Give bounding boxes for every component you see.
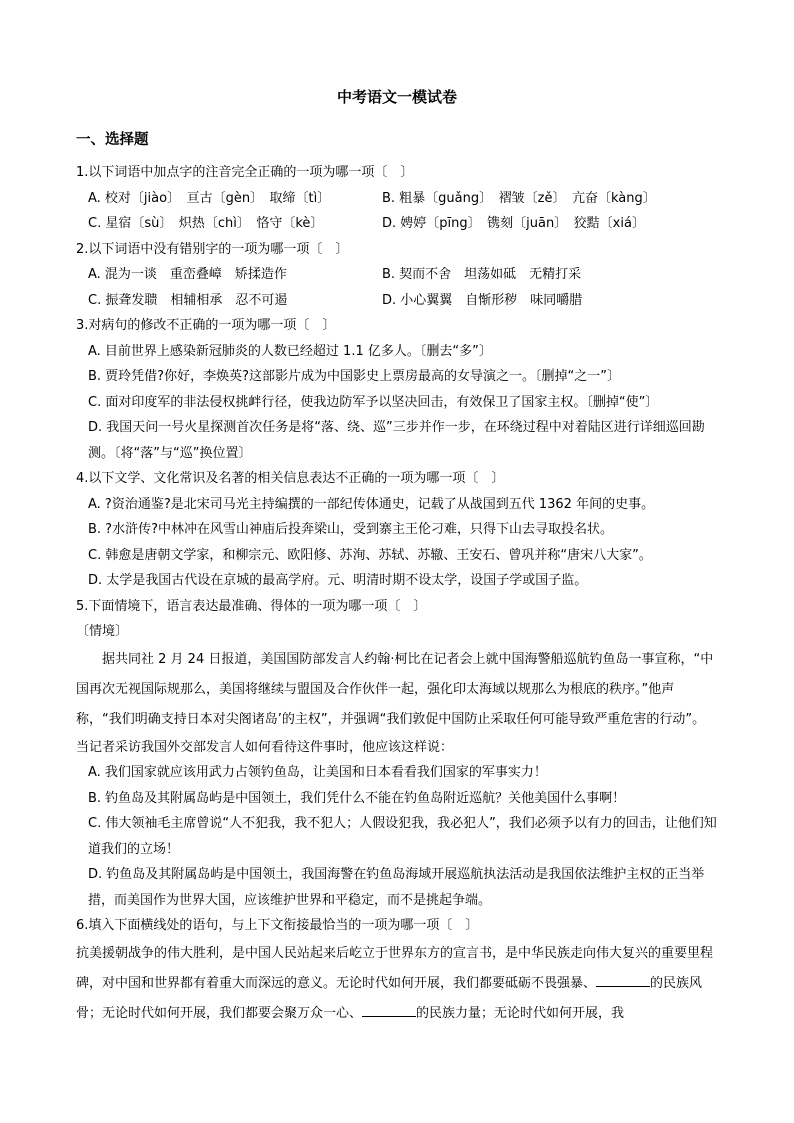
option-c: C. 伟大领袖毛主席曾说“人不犯我，我不犯人；人假设犯我，我必犯人”，我们必须予以有力的回击，让他们知道我们的立场！ <box>88 816 717 857</box>
page-title: 中考语文一模试卷 <box>336 88 457 106</box>
option-c: C. 韩愈是唐朝文学家，和柳宗元、欧阳修、苏洵、苏轼、苏辙、王安石、曾巩并称“唐宋八大家”。 <box>88 547 652 563</box>
option-d: D. 钓鱼岛及其附属岛屿是中国领土，我国海警在钓鱼岛海域开展巡航执法活动是我国依法维护主权的正当举措，而美国作为世界大国，应该维护世界和平稳定，而不是挑起争端。 <box>88 867 705 908</box>
question-prompt: 当记者采访我国外交部发言人如何看待这件事时，他应该这样说： <box>76 739 454 755</box>
option-a: A. 校对〔jiào〕 亘古〔gèn〕 取缔〔tì〕 <box>88 190 331 206</box>
option-a: A. 混为一谈 重峦叠嶂 矫揉造作 <box>88 267 287 282</box>
option-a: A. ?资治通鉴?是北宋司马光主持编撰的一部纪传体通史，记载了从战国到五代 1362 年间的史事。 <box>88 496 655 512</box>
option-b: B. 贾玲凭借?你好，李焕英?这部影片成为中国影史上票房最高的女导演之一。〔删掉“之一”〕 <box>88 369 620 384</box>
question-2 <box>76 237 718 314</box>
blank-line <box>362 1002 416 1017</box>
question-stem: 2.以下词语中没有错别字的一项为哪一项〔 〕 <box>76 241 349 257</box>
passage-text: 抗美援朝战争的伟大胜利，是中国人民站起来后屹立于世界东方的宣言书，是中华民族走向伟大复兴的重要里程碑，对中国和世界都有着重大而深远的意义。无论时代如何开展，我们都要砥砺不畏强暴、 <box>76 945 714 991</box>
option-c: C. 星宿〔sù〕 炽热〔chì〕 恪守〔kè〕 <box>88 216 324 231</box>
passage-text: 的民族力量；无论时代如何开展，我 <box>416 1005 625 1021</box>
option-d: D. 我国天问一号火星探测首次任务是将“落、绕、巡”三步并作一步，在环绕过程中对着陆区进行详细巡回勘测。〔将“落”与“巡”换位置〕 <box>88 420 705 461</box>
option-a: A. 目前世界上感染新冠肺炎的人数已经超过 1.1 亿多人。〔删去“多”〕 <box>88 343 492 359</box>
question-6 <box>76 913 718 1029</box>
reading-passage: 据共同社 2 月 24 日报道，美国国防部发言人约翰·柯比在记者会上就中国海警船巡航钓鱼岛一事宣称，“中国再次无视国际规那么，美国将继续与盟国及合作伙伴一起，强化印太海域以规那么为根底的秩序。”他声称，“我们明确支持日本对尖阁诸岛’的主权”，并强调“我们敦促中国防止采取任何可能导致严重危害的行动”。 <box>76 651 714 727</box>
blank-line <box>596 972 650 987</box>
question-stem: 6.填入下面横线处的语句，与上下文衔接最恰当的一项为哪一项〔 〕 <box>76 918 479 933</box>
option-d: D. 太学是我国古代设在京城的最高学府。元、明清时期不设太学，设国子学或国子监。 <box>88 573 588 588</box>
option-a: A. 我们国家就应该用武力占领钓鱼岛，让美国和日本看看我们国家的军事实力！ <box>88 765 547 780</box>
fill-in-passage <box>76 939 718 1029</box>
option-b: B. 钓鱼岛及其附属岛屿是中国领土，我们凭什么不能在钓鱼岛附近巡航？关他美国什么事啊！ <box>88 790 626 806</box>
option-b: B. 粗暴〔guǎng〕 褶皱〔zě〕 亢奋〔kàng〕 <box>382 190 656 206</box>
option-b: B. 契而不舍 坦荡如砥 无精打采 <box>382 267 582 282</box>
question-stem: 4.以下文学、文化常识及名著的相关信息表达不正确的一项为哪一项〔 〕 <box>76 471 505 486</box>
question-1 <box>76 160 718 237</box>
question-stem: 3.对病句的修改不正确的一项为哪一项〔 〕 <box>76 318 336 333</box>
question-5 <box>76 594 718 914</box>
option-d: D. 小心翼翼 自惭形秽 味同嚼腊 <box>382 292 583 308</box>
question-list <box>76 160 718 1029</box>
option-c: C. 面对印度军的非法侵权挑衅行径，使我边防军予以坚决回击，有效保卫了国家主权。〔删掉“使”〕 <box>88 394 659 410</box>
question-stem: 1.以下词语中加点字的注音完全正确的一项为哪一项〔 〕 <box>76 165 414 180</box>
question-3 <box>76 313 718 466</box>
option-d: D. 娉婷〔pīng〕 镌刻〔juān〕 狡黠〔xiá〕 <box>382 216 645 231</box>
question-4 <box>76 466 718 594</box>
context-label: 〔情境〕 <box>76 624 129 639</box>
option-c: C. 振聋发聩 相辅相承 忍不可遏 <box>88 292 288 308</box>
passage-text: 的民族风骨；无论时代如何开展，我们都要会聚万众一心、 <box>76 975 703 1021</box>
option-b: B. ?水浒传?中林冲在风雪山神庙后投奔梁山，受到寨主王伦刁难，只得下山去寻取投名状。 <box>88 522 613 537</box>
question-stem: 5.下面情境下，语言表达最准确、得体的一项为哪一项〔 〕 <box>76 598 427 614</box>
section-heading: 一、选择题 <box>76 132 149 148</box>
